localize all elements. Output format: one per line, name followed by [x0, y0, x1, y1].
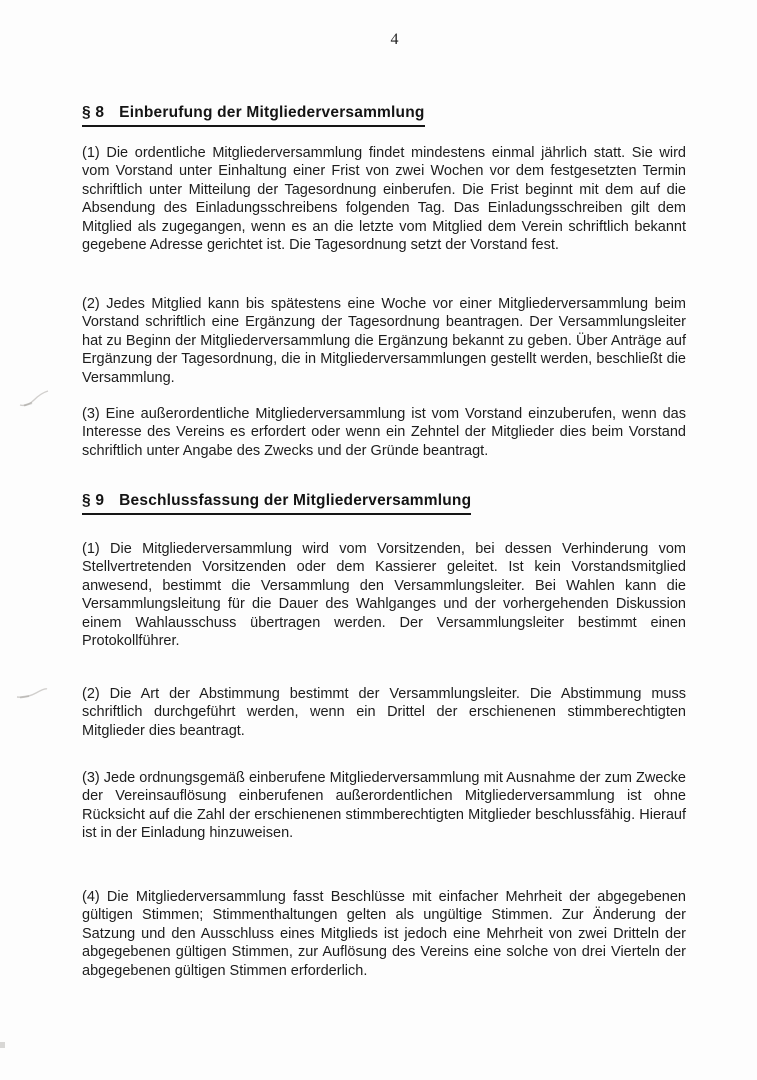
section-9-heading-text: [82, 492, 471, 515]
section-9-paragraph-4: (4) Die Mitgliederversammlung fasst Beschlüsse mit einfacher Mehrheit der abgegebenen gültigen Stimmen; Stimmenthaltungen gelten als ungültige Stimmen. Zur Änderung der Satzung und den Ausschluss eines Mitglieds ist jedoch eine Mehrheit von zwei Dritteln der abgegebenen gültigen Stimmen, zur Auflösung des Vereins eine solche von drei Vierteln der abgegebenen gültigen Stimmen erforderlich.: [82, 889, 686, 979]
section-8-paragraph-1: (1) Die ordentliche Mitgliederversammlung findet mindestens einmal jährlich statt. Sie wird vom Vorstand unter Einhaltung einer Frist von zwei Wochen vor dem festgesetzten Termin schriftlich unter Mitteilung der Tagesordnung einberufen. Die Frist beginnt mit dem auf die Absendung des Einladungsschreibens folgenden Tag. Das Einladungsschreiben gilt dem Mitglied als zugegangen, wenn es an die letzte vom Mitglied dem Verein schriftlich bekannt gegebene Adresse gerichtet ist. Die Tagesordnung setzt der Vorstand fest.: [82, 145, 686, 254]
section-9-title: Beschlussfassung der Mitgliederversammlung: [119, 492, 472, 509]
page-number: 4: [390, 31, 399, 48]
section-9-paragraph-1: (1) Die Mitgliederversammlung wird vom Vorsitzenden, bei dessen Verhinderung vom Stellvertretenden Vorsitzenden oder dem Kassierer geleitet. Ist kein Vorstandsmitglied anwesend, bestimmt die Versammlung den Versammlungsleiter. Bei Wahlen kann die Versammlungsleitung für die Dauer des Wahlganges und der vorhergehenden Diskussion einem Wahlausschuss übertragen werden. Der Versammlungsleiter bestimmt einen Protokollführer.: [82, 541, 686, 650]
section-8-paragraph-2: (2) Jedes Mitglied kann bis spätestens eine Woche vor einer Mitgliederversammlung beim Vorstand schriftlich eine Ergänzung der Tagesordnung beantragen. Der Versammlungsleiter hat zu Beginn der Mitgliederversammlung die Ergänzung bekannt zu geben. Über Anträge auf Ergänzung der Tagesordnung, die in Mitgliederversammlungen gestellt werden, beschließt die Versammlung.: [82, 296, 686, 386]
section-9-paragraph-2: (2) Die Art der Abstimmung bestimmt der Versammlungsleiter. Die Abstimmung muss schriftlich durchgeführt werden, wenn ein Drittel der erschienenen stimmberechtigten Mitglieder dies beantragt.: [82, 686, 686, 739]
section-8-number: § 8: [82, 104, 105, 121]
section-9-number: § 9: [82, 492, 105, 509]
scan-artifact-speck: [0, 1042, 5, 1048]
section-9-paragraph-3: (3) Jede ordnungsgemäß einberufene Mitgliederversammlung mit Ausnahme der zum Zwecke der Vereinsauflösung einberufenen außerordentlichen Mitgliederversammlung ist ohne Rücksicht auf die Zahl der erschienenen stimmberechtigten Mitglieder beschlussfähig. Hierauf ist in der Einladung hinzuweisen.: [82, 770, 686, 842]
section-8-heading: [82, 104, 425, 127]
margin-smudge: [16, 686, 50, 702]
section-8-paragraph-3: (3) Eine außerordentliche Mitgliederversammlung ist vom Vorstand einzuberufen, wenn das Interesse des Vereins es erfordert oder wenn ein Zehntel der Mitglieder dies beim Vorstand schriftlich unter Angabe des Zwecks und der Gründe beantragt.: [82, 406, 686, 459]
section-8-title: Einberufung der Mitgliederversammlung: [119, 104, 425, 121]
margin-smudge: [18, 386, 54, 410]
section-9-heading: [82, 492, 471, 515]
section-8-heading-text: [82, 104, 425, 127]
